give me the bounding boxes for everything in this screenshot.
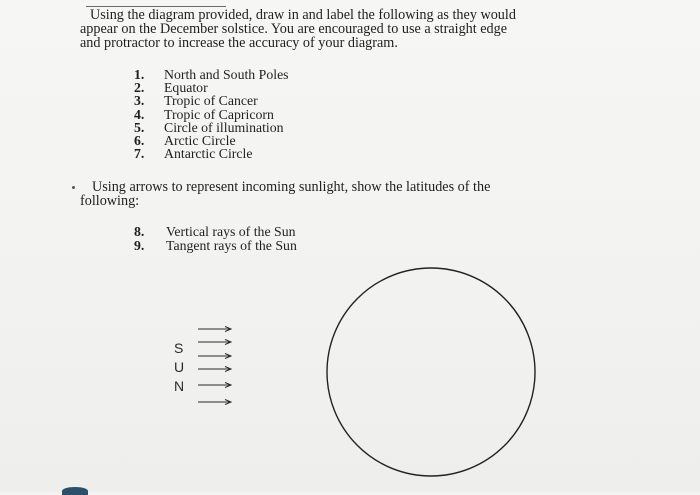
item-number: 3. (134, 93, 145, 109)
item-number: 4. (134, 106, 145, 122)
item-label: North and South Poles (164, 67, 289, 82)
corner-mark-icon (62, 487, 88, 495)
item-label: Vertical rays of the Sun (166, 224, 296, 239)
item-label: Equator (164, 80, 208, 96)
item-label: Tropic of Cancer (164, 93, 258, 109)
item-number: 6. (134, 133, 145, 149)
item-number: 9. (134, 238, 145, 253)
earth-circle-icon (327, 268, 535, 476)
item-number: 7. (134, 146, 145, 162)
sun-letter: U (174, 359, 185, 375)
right-arrow-icon (198, 354, 231, 359)
item-label: Arctic Circle (164, 133, 236, 149)
arrows-line-1: Using arrows to represent incoming sunlight, show the latitudes of the (92, 179, 491, 195)
item-label: Tropic of Capricorn (164, 106, 274, 122)
item-number: 1. (134, 67, 145, 82)
item-label: Circle of illumination (164, 119, 284, 135)
right-arrow-icon (198, 367, 231, 372)
item-number: 2. (134, 80, 145, 96)
right-arrow-icon (198, 383, 231, 388)
item-label: Tangent rays of the Sun (166, 238, 297, 253)
sun-letter: S (174, 340, 184, 356)
right-arrow-icon (198, 327, 231, 332)
sunlight-arrows (198, 327, 231, 405)
item-label: Antarctic Circle (164, 146, 253, 162)
intro-line-1: Using the diagram provided, draw in and label the following as they would (90, 7, 516, 23)
arrows-line-2: following: (80, 193, 140, 209)
right-arrow-icon (198, 340, 231, 345)
intro-line-3: and protractor to increase the accuracy of your diagram. (80, 35, 398, 51)
intro-line-2: appear on the December solstice. You are encouraged to use a straight edge (80, 21, 508, 37)
sun-letter: N (174, 378, 185, 394)
item-number: 5. (134, 119, 145, 135)
item-number: 8. (134, 224, 145, 239)
right-arrow-icon (198, 400, 231, 405)
